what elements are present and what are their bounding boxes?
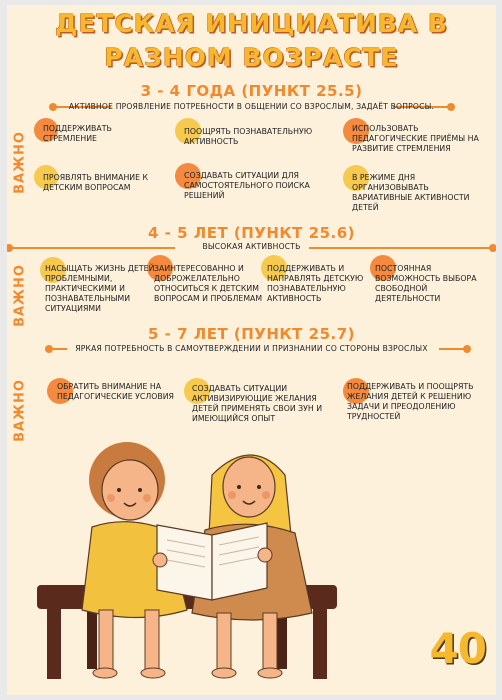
bench-leg xyxy=(313,609,327,679)
section-subline: ЯРКАЯ ПОТРЕБНОСТЬ В САМОУТВЕРЖДЕНИИ И ПРИЗНАНИИ СО СТОРОНЫ ВЗРОСЛЫХ xyxy=(75,344,428,353)
list-item: ПООЩРЯТЬ ПОЗНАВАТЕЛЬНУЮ АКТИВНОСТЬ xyxy=(184,127,313,146)
list-item: ПОСТОЯННАЯ ВОЗМОЖНОСТЬ ВЫБОРА СВОБОДНОЙ ДЕЯТЕЛЬНОСТИ xyxy=(375,264,477,303)
section-heading-3-4: 3 - 4 ГОДА (ПУНКТ 25.5) xyxy=(140,82,363,100)
bench-leg xyxy=(47,609,61,679)
two-girls-reading-illustration xyxy=(27,435,347,685)
page-number: 40 xyxy=(429,624,486,673)
list-item: В РЕЖИМЕ ДНЯ ОРГАНИЗОВЫВАТЬ ВАРИАТИВНЫЕ АКТИВНОСТИ ДЕТЕЙ xyxy=(352,173,470,212)
list-item: НАСЫЩАТЬ ЖИЗНЬ ДЕТЕЙ ПРОБЛЕМНЫМИ, ПРАКТИЧЕСКИМИ И ПОЗНАВАТЕЛЬНЫМИ СИТУАЦИЯМИ xyxy=(45,264,155,313)
vazhno-label: ВАЖНО xyxy=(12,379,28,442)
list-item: ПРОЯВЛЯТЬ ВНИМАНИЕ К ДЕТСКИМ ВОПРОСАМ xyxy=(43,173,149,192)
page-title-line1: ДЕТСКАЯ ИНИЦИАТИВА В xyxy=(55,9,448,38)
section-heading-5-7: 5 - 7 ЛЕТ (ПУНКТ 25.7) xyxy=(147,325,356,343)
page xyxy=(7,5,496,695)
section-heading-4-5: 4 - 5 ЛЕТ (ПУНКТ 25.6) xyxy=(147,224,356,242)
list-item: ПОДДЕРЖИВАТЬ И НАПРАВЛЯТЬ ДЕТСКУЮ ПОЗНАВАТЕЛЬНУЮ АКТИВНОСТЬ xyxy=(267,264,364,303)
page-title-line2: РАЗНОМ ВОЗРАСТЕ xyxy=(104,43,399,72)
list-item: СОЗДАВАТЬ СИТУАЦИИ АКТИВИЗИРУЮЩИЕ ЖЕЛАНИЯ ДЕТЕЙ ПРИМЕНЯТЬ СВОИ ЗУН И ИМЕЮЩИЙСЯ ОПЫТ xyxy=(192,384,323,423)
list-item: ИСПОЛЬЗОВАТЬ ПЕДАГОГИЧЕСКИЕ ПРИЁМЫ НА РАЗВИТИЕ СТРЕМЛЕНИЯ xyxy=(352,124,479,153)
section-subline: АКТИВНОЕ ПРОЯВЛЕНИЕ ПОТРЕБНОСТИ В ОБЩЕНИИ СО ВЗРОСЛЫМ, ЗАДАЁТ ВОПРОСЫ. xyxy=(68,102,435,111)
list-item: ПОДДЕРЖИВАТЬ СТРЕМЛЕНИЕ xyxy=(43,124,112,143)
list-item: СОЗДАВАТЬ СИТУАЦИИ ДЛЯ САМОСТОЯТЕЛЬНОГО ПОИСКА РЕШЕНИЙ xyxy=(184,171,310,200)
section-subline: ВЫСОКАЯ АКТИВНОСТЬ xyxy=(202,242,301,251)
list-item: ЗАИНТЕРЕСОВАННО И ДОБРОЖЕЛАТЕЛЬНО ОТНОСИТЬСЯ К ДЕТСКИМ ВОПРОСАМ И ПРОБЛЕМАМ xyxy=(154,264,263,303)
list-item: ПОДДЕРЖИВАТЬ И ПООЩРЯТЬ ЖЕЛАНИЯ ДЕТЕЙ К РЕШЕНИЮ ЗАДАЧИ И ПРЕОДОЛЕНИЮ ТРУДНОСТЕЙ xyxy=(347,382,474,421)
vazhno-label: ВАЖНО xyxy=(12,264,28,327)
girl-left-face xyxy=(102,460,158,520)
list-item: ОБРАТИТЬ ВНИМАНИЕ НА ПЕДАГОГИЧЕСКИЕ УСЛОВИЯ xyxy=(57,382,174,401)
vazhno-label: ВАЖНО xyxy=(12,131,28,194)
girl-right-face xyxy=(223,457,275,517)
